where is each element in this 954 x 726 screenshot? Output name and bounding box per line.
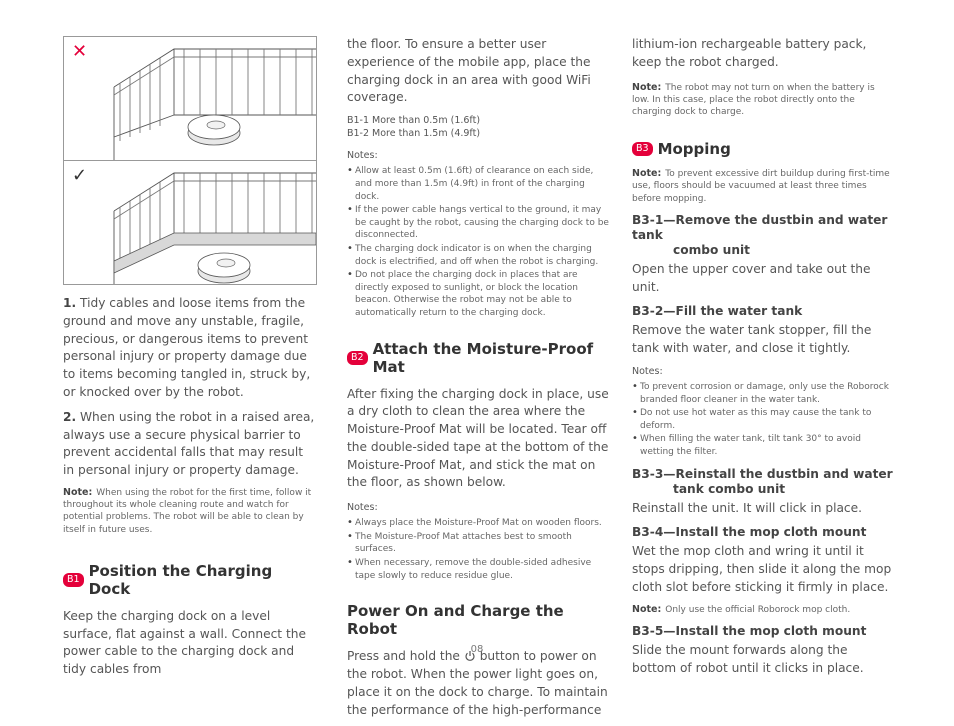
section-title-b3: Mopping	[657, 140, 731, 159]
section-heading-b3	[632, 140, 894, 158]
list-item: • When filling the water tank, tilt tank 30° to avoid wetting the filter.	[632, 433, 894, 458]
step-b3-5-heading: B3-5—Install the mop cloth mount	[632, 623, 867, 638]
step-b3-1-heading	[632, 213, 894, 258]
section-heading-b1	[63, 562, 317, 598]
section-title-power: Power On and Charge the Robot	[347, 602, 564, 639]
section-heading-power	[347, 602, 609, 638]
list-item: • The charging dock indicator is on when the charging dock is electrified, and off when the robot is charging.	[347, 243, 609, 268]
instruction-2-text: When using the robot in a raised area, always use a secure physical barrier to prevent accidental falls that may result in personal injury or property damage.	[63, 409, 315, 478]
step-b3-3-text: Reinstall the unit. It will click in place.	[632, 500, 863, 515]
note-label: Note:	[632, 168, 662, 180]
notes-title: Notes:	[632, 366, 663, 377]
list-item: • Always place the Moisture-Proof Mat on wooden floors.	[347, 517, 609, 530]
raised-area-illustration	[63, 36, 317, 285]
list-item: • If the power cable hangs vertical to the ground, it may be caught by the robot, causing the charging dock to be disconnected.	[347, 204, 609, 242]
robot-near-edge-drawing	[64, 37, 316, 160]
b2-paragraph: After fixing the charging dock in place, use a dry cloth to clean the area where the Moisture-Proof Mat will be located. Tear off the double-sided tape at the bottom of the Moisture-Proof Mat, and stick the mat on the floor, as shown below.	[347, 386, 609, 490]
step-b3-2-text: Remove the water tank stopper, fill the tank with water, and close it tightly.	[632, 323, 872, 356]
note-label: Note:	[632, 603, 662, 615]
step-b3-1-title: B3-1—Remove the dustbin and water tank	[632, 212, 888, 242]
cross-icon: ✕	[72, 41, 88, 62]
section-title-b2: Attach the Moisture-Proof Mat	[372, 339, 594, 376]
instruction-2	[63, 409, 317, 480]
power-text-start: Press and hold the	[347, 649, 460, 664]
step-b3-1-text: Open the upper cover and take out the unit.	[632, 261, 871, 294]
note-text: To prevent excessive dirt buildup during first-time use, floors should be vacuumed at least three times before mopping.	[632, 169, 890, 204]
instruction-1	[63, 295, 317, 402]
step-b3-5-text: Slide the mount forwards along the bottom of robot until it clicks in place.	[632, 642, 864, 675]
mop-cloth-note	[632, 604, 894, 616]
notes-title: Notes:	[347, 150, 378, 162]
step-b3-3-title: B3-3—Reinstall the dustbin and water	[632, 466, 893, 481]
robot-with-barrier-drawing	[64, 161, 316, 284]
note-text: Only use the official Roborock mop cloth.	[665, 604, 851, 615]
step-b3-3-title-cont: tank combo unit	[673, 481, 786, 496]
dock-notes-list	[347, 165, 609, 319]
column-middle	[347, 36, 609, 726]
battery-paragraph-continued: lithium-ion rechargeable battery pack, keep the robot charged.	[632, 37, 867, 69]
note-label: Note:	[63, 486, 93, 498]
list-item: • Do not use hot water as this may cause the tank to deform.	[632, 407, 894, 432]
section-badge-b2: B2	[347, 351, 368, 365]
section-heading-b2	[347, 340, 609, 376]
column-right	[632, 36, 894, 685]
b1-paragraph-continued: the floor. To ensure a better user experience of the mobile app, place the charging dock in an area with good WiFi coverage.	[347, 37, 591, 105]
step-b3-2-heading: B3-2—Fill the water tank	[632, 304, 803, 319]
page-number: 08	[470, 644, 484, 655]
section-badge-b3: B3	[632, 142, 653, 156]
first-use-note	[63, 487, 317, 536]
step-b3-1-title-cont: combo unit	[673, 242, 750, 257]
note-label: Note:	[632, 81, 662, 93]
illustration-incorrect	[64, 37, 316, 161]
list-item: • To prevent corrosion or damage, only use the Roborock branded floor cleaner in the water tank.	[632, 381, 894, 406]
list-item: • Do not place the charging dock in places that are directly exposed to sunlight, or block the location beacon. Otherwise the robot may not be able to automatically return to the charging dock.	[347, 269, 609, 319]
mat-notes-list	[347, 517, 609, 582]
section-badge-b1: B1	[63, 573, 84, 587]
step-b3-4-heading: B3-4—Install the mop cloth mount	[632, 525, 867, 540]
checkmark-icon: ✓	[72, 165, 88, 186]
instruction-1-text: Tidy cables and loose items from the ground and move any unstable, fragile, precious, or dangerous items to prevent personal injury or property damage due to items becoming tangled in, struck by, or knocked over by the robot.	[63, 296, 311, 399]
b1-1-caption: B1-1 More than 0.5m (1.6ft)	[347, 115, 481, 127]
section-title-b1: Position the Charging Dock	[88, 561, 273, 598]
mopping-note	[632, 168, 894, 205]
instruction-2-number: 2.	[63, 409, 77, 424]
b1-paragraph: Keep the charging dock on a level surface, flat against a wall. Connect the power cable to the charging dock and tidy cables from	[63, 608, 306, 677]
column-left	[63, 36, 317, 686]
battery-note	[632, 82, 894, 119]
note-text: The robot may not turn on when the battery is low. In this case, place the robot directly onto the charging dock to charge.	[632, 82, 875, 117]
step-b3-3-heading	[632, 467, 894, 497]
list-item: • Allow at least 0.5m (1.6ft) of clearance on each side, and more than 1.5m (4.9ft) in front of the charging dock.	[347, 165, 609, 203]
instruction-1-number: 1.	[63, 296, 77, 310]
water-tank-notes-list	[632, 381, 894, 459]
list-item: • When necessary, remove the double-sided adhesive tape slowly to reduce residue glue.	[347, 557, 609, 582]
notes-title: Notes:	[347, 502, 378, 514]
b1-2-caption: B1-2 More than 1.5m (4.9ft)	[347, 127, 481, 139]
list-item: • The Moisture-Proof Mat attaches best to smooth surfaces.	[347, 531, 609, 556]
power-paragraph	[347, 648, 609, 719]
illustration-correct	[64, 161, 316, 284]
note-text: When using the robot for the first time, follow it throughout its whole cleaning route and watch for potential problems. The robot will be able to clean by itself in future uses.	[63, 487, 312, 535]
step-b3-4-text: Wet the mop cloth and wring it until it stops dripping, then slide it along the mop cloth slot before sticking it firmly in place.	[632, 544, 892, 594]
power-text-end: button to power on the robot. When the power light goes on, place it on the dock to charge. To maintain the performance of the high-performance	[347, 649, 608, 717]
